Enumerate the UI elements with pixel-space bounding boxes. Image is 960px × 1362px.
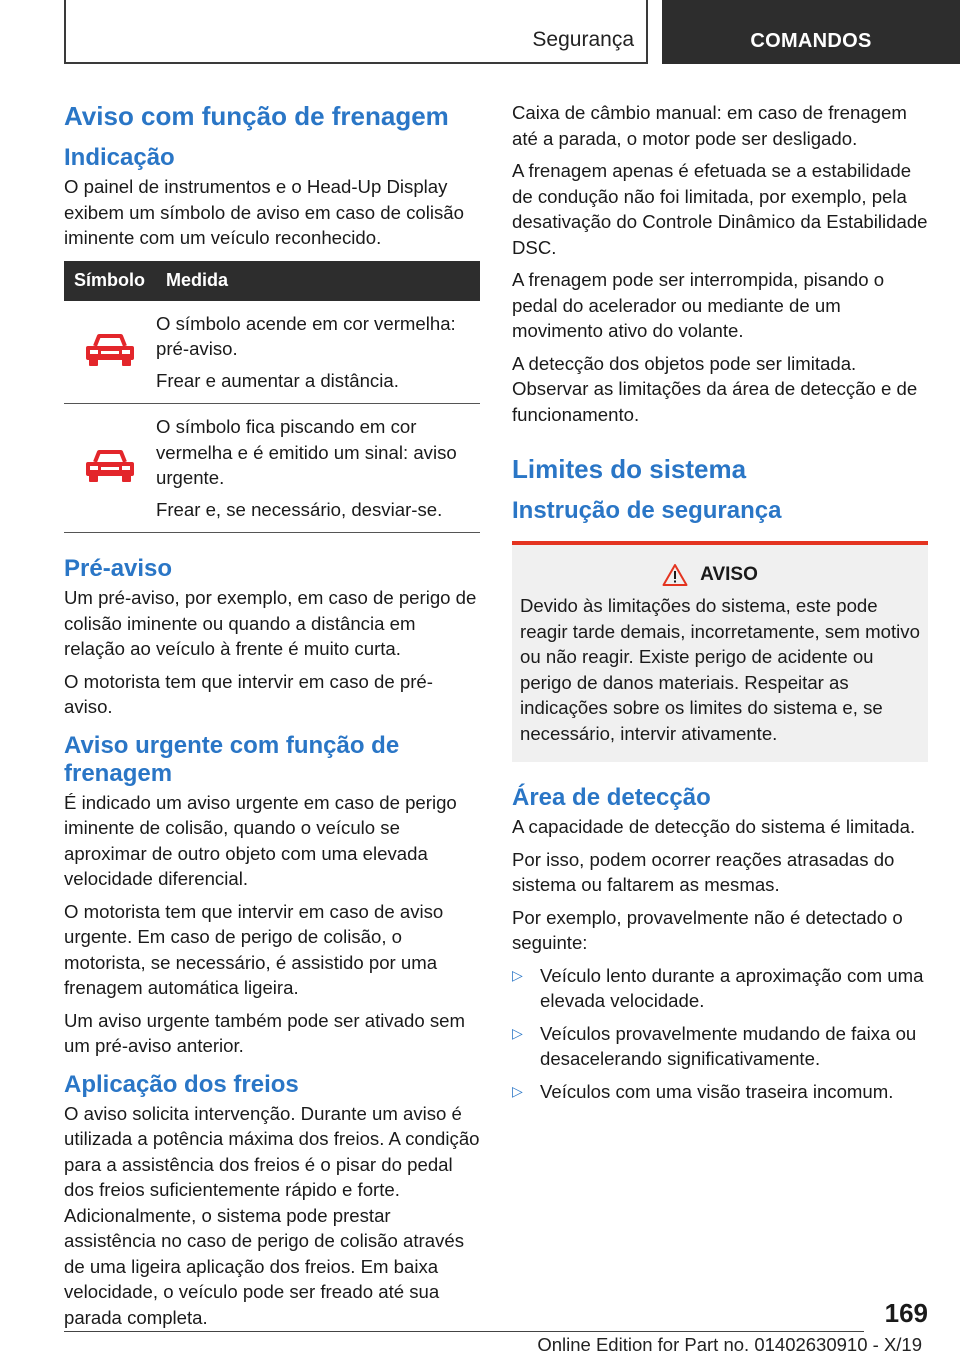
header-section-box bbox=[64, 0, 648, 64]
footer-edition: Online Edition for Part no. 01402630910 - X/19 bbox=[537, 1334, 922, 1355]
paragraph: A frenagem pode ser interrompida, pisando o pedal do acelerador ou mediante de um movimento ativo do volante. bbox=[512, 269, 885, 341]
bullet-triangle-icon: ▷ bbox=[512, 1024, 523, 1041]
warning-triangle-icon bbox=[662, 563, 688, 587]
warning-text: Devido às limitações do sistema, este pode reagir tarde demais, incorretamente, sem motivo ou não reagir. Existe perigo de acidente ou perigo de danos materiais. Respeitar as indicações sobre os limites do sistema e, se necessário, intervir ativamente. bbox=[520, 595, 920, 744]
heading-indicacao: Indicação bbox=[64, 144, 175, 171]
symbol-table bbox=[64, 261, 480, 534]
heading-pre-aviso: Pré-aviso bbox=[64, 555, 173, 582]
table-row bbox=[64, 404, 480, 533]
warning-box bbox=[512, 541, 928, 762]
heading-limites-sistema: Limites do sistema bbox=[512, 454, 747, 484]
paragraph: O motorista tem que intervir em caso de pré-aviso. bbox=[64, 670, 433, 717]
right-column bbox=[512, 100, 928, 1111]
measure-text: O símbolo acende em cor vermelha: pré-aviso. bbox=[156, 312, 456, 359]
page-number: 169 bbox=[884, 1298, 928, 1328]
paragraph: Um pré-aviso, por exemplo, em caso de perigo de colisão iminente ou quando a distância em relação ao veículo à frente é muito curta. bbox=[64, 587, 477, 659]
bullet-list bbox=[512, 963, 928, 1105]
heading-aplicacao-freios: Aplicação dos freios bbox=[64, 1070, 299, 1098]
paragraph: Por isso, podem ocorrer reações atrasadas do sistema ou faltarem as mesmas. bbox=[512, 848, 895, 895]
paragraph: É indicado um aviso urgente em caso de perigo iminente de colisão, quando o veículo se aproximar de outro objeto com uma elevada velocidade diferencial. bbox=[64, 791, 457, 889]
paragraph: Caixa de câmbio manual: em caso de frenagem até a parada, o motor pode ser desligado. bbox=[512, 102, 907, 149]
paragraph: A detecção dos objetos pode ser limitada. Observar as limitações da área de detecção e de funcionamento. bbox=[512, 352, 918, 425]
table-row bbox=[64, 301, 480, 404]
page-title: Aviso com função de frenagem bbox=[64, 101, 449, 131]
section-title: Segurança bbox=[532, 28, 634, 51]
list-item: ▷ Veículos com uma visão traseira incomum. bbox=[512, 1079, 928, 1105]
paragraph: Por exemplo, provavelmente não é detectado o seguinte: bbox=[512, 906, 903, 953]
car-warning-flashing-icon bbox=[84, 446, 136, 484]
measure-text: Frear e aumentar a distância. bbox=[156, 369, 399, 391]
list-item: ▷ Veículo lento durante a aproximação com uma elevada velocidade. bbox=[512, 963, 928, 1014]
table-header-symbol: Símbolo bbox=[64, 261, 156, 301]
heading-instrucao-seguranca: Instrução de segurança bbox=[512, 497, 782, 524]
paragraph: A frenagem apenas é efetuada se a estabilidade de condução não foi limitada, por exemplo, pela desativação do Controle Dinâmico da Estabilidade DSC. bbox=[512, 160, 928, 258]
paragraph: O motorista tem que intervir em caso de aviso urgente. Em caso de perigo de colisão, o motorista, se necessário, é assistido por uma frenagem automática ligeira. bbox=[64, 900, 444, 998]
list-item: ▷ Veículos provavelmente mudando de faixa ou desacelerando significativamente. bbox=[512, 1021, 928, 1072]
paragraph: Um aviso urgente também pode ser ativado sem um pré-aviso anterior. bbox=[64, 1009, 465, 1056]
car-warning-icon bbox=[84, 330, 136, 368]
measure-text: O símbolo fica piscando em cor vermelha e é emitido um sinal: aviso urgente. bbox=[156, 416, 457, 488]
indicacao-intro: O painel de instrumentos e o Head-Up Display exibem um símbolo de aviso em caso de colisão iminente com um veículo reconhecido. bbox=[64, 176, 464, 248]
paragraph: O aviso solicita intervenção. Durante um aviso é utilizada a potência máxima dos freios. A condição para a assistência dos freios é o pisar do pedal dos freios suficientemente rápido e forte. Adicionalmente, o sistema pode prestar assistência no caso de perigo de colisão através de uma ligeira aplicação dos freios. Em baixa velocidade, o veículo pode ser freado até sua parada completa. bbox=[64, 1102, 480, 1328]
table-header-measure: Medida bbox=[156, 261, 480, 301]
heading-area-deteccao: Área de detecção bbox=[512, 784, 711, 811]
bullet-triangle-icon: ▷ bbox=[512, 1082, 523, 1099]
paragraph: A capacidade de detecção do sistema é limitada. bbox=[512, 816, 916, 837]
bullet-triangle-icon: ▷ bbox=[512, 966, 523, 983]
footer-divider bbox=[64, 1331, 864, 1332]
chapter-title: COMANDOS bbox=[662, 0, 960, 64]
measure-text: Frear e, se necessário, desviar-se. bbox=[156, 498, 443, 520]
warning-label: AVISO bbox=[700, 564, 758, 585]
heading-aviso-urgente: Aviso urgente com função de frenagem bbox=[64, 731, 400, 787]
left-column bbox=[64, 100, 480, 1337]
